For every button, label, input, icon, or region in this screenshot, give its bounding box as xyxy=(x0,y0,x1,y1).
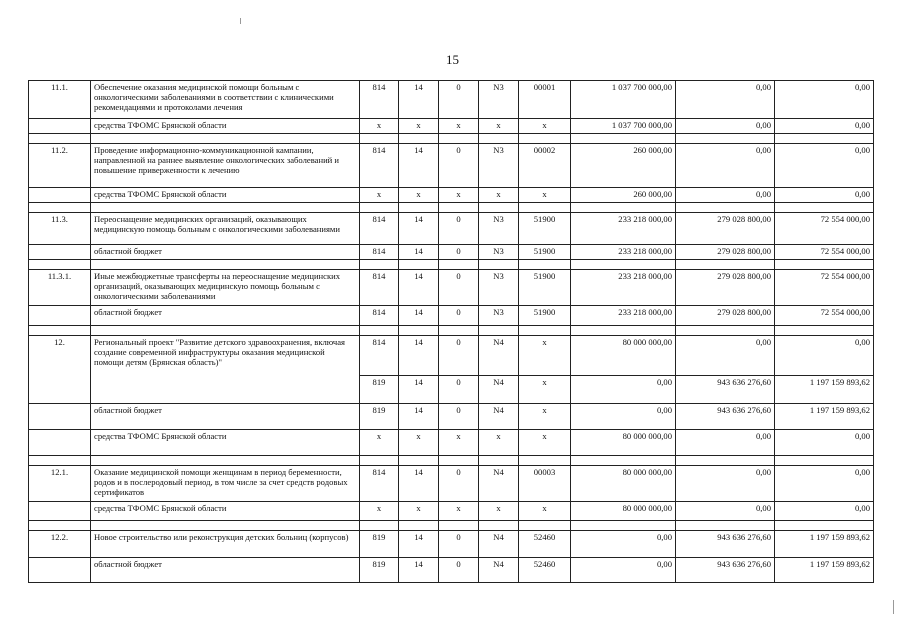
amount-1: 233 218 000,00 xyxy=(571,245,676,260)
code-3: 0 xyxy=(439,144,479,188)
amount-1: 0,00 xyxy=(571,404,676,430)
amount-1: 80 000 000,00 xyxy=(571,466,676,502)
code-1: 819 xyxy=(360,376,399,404)
amount-3: 0,00 xyxy=(775,144,874,188)
amount-2: 279 028 800,00 xyxy=(676,245,775,260)
table-row xyxy=(29,430,874,456)
amount-2: 0,00 xyxy=(676,81,775,119)
row-spacer xyxy=(29,203,874,213)
code-1: 814 xyxy=(360,213,399,245)
table-row xyxy=(29,502,874,521)
code-1: 814 xyxy=(360,336,399,376)
code-5: х xyxy=(519,119,571,134)
row-description: Иные межбюджетные трансферты на переоснащение медицинских организаций, оказывающих медицинскую помощь больным с онкологическими заболеваниями xyxy=(91,270,360,306)
code-5: 51900 xyxy=(519,245,571,260)
row-number xyxy=(29,245,91,260)
code-1: х xyxy=(360,119,399,134)
code-2: 14 xyxy=(399,270,439,306)
code-5: 00003 xyxy=(519,466,571,502)
code-4: х xyxy=(479,430,519,456)
amount-1: 0,00 xyxy=(571,558,676,583)
code-2: х xyxy=(399,188,439,203)
row-description: средства ТФОМС Брянской области xyxy=(91,188,360,203)
code-1: 814 xyxy=(360,81,399,119)
amount-2: 943 636 276,60 xyxy=(676,404,775,430)
amount-3: 72 554 000,00 xyxy=(775,270,874,306)
code-3: 0 xyxy=(439,466,479,502)
code-4: N3 xyxy=(479,144,519,188)
row-number: 11.2. xyxy=(29,144,91,188)
row-number: 11.1. xyxy=(29,81,91,119)
row-description: Новое строительство или реконструкция детских больниц (корпусов) xyxy=(91,531,360,558)
budget-table xyxy=(28,80,874,583)
row-description: областной бюджет xyxy=(91,558,360,583)
row-description: областной бюджет xyxy=(91,245,360,260)
table-row xyxy=(29,270,874,306)
code-4: N4 xyxy=(479,336,519,376)
amount-2: 943 636 276,60 xyxy=(676,376,775,404)
code-3: 0 xyxy=(439,376,479,404)
code-4: х xyxy=(479,119,519,134)
code-4: х xyxy=(479,188,519,203)
amount-1: 80 000 000,00 xyxy=(571,502,676,521)
code-3: 0 xyxy=(439,306,479,326)
code-1: 814 xyxy=(360,306,399,326)
row-spacer xyxy=(29,456,874,466)
code-3: 0 xyxy=(439,404,479,430)
scan-mark xyxy=(240,18,241,24)
amount-2: 0,00 xyxy=(676,188,775,203)
amount-3: 0,00 xyxy=(775,502,874,521)
row-description: областной бюджет xyxy=(91,404,360,430)
code-3: х xyxy=(439,188,479,203)
code-2: 14 xyxy=(399,81,439,119)
code-1: 814 xyxy=(360,245,399,260)
table-row xyxy=(29,531,874,558)
row-description: Региональный проект "Развитие детского здравоохранения, включая создание современной инфраструктуры оказания медицинской помощи детям (Брянская область)" xyxy=(91,336,360,404)
amount-3: 0,00 xyxy=(775,466,874,502)
row-description: Обеспечение оказания медицинской помощи больным с онкологическими заболеваниями в соответствии с клиническими рекомендациями и протоколами лечения xyxy=(91,81,360,119)
amount-2: 943 636 276,60 xyxy=(676,558,775,583)
code-1: 819 xyxy=(360,531,399,558)
code-1: х xyxy=(360,430,399,456)
amount-1: 0,00 xyxy=(571,376,676,404)
code-2: 14 xyxy=(399,404,439,430)
code-5: 00001 xyxy=(519,81,571,119)
amount-1: 80 000 000,00 xyxy=(571,336,676,376)
code-2: 14 xyxy=(399,306,439,326)
code-2: 14 xyxy=(399,531,439,558)
amount-2: 943 636 276,60 xyxy=(676,531,775,558)
row-spacer xyxy=(29,326,874,336)
amount-3: 0,00 xyxy=(775,81,874,119)
amount-1: 1 037 700 000,00 xyxy=(571,81,676,119)
row-description: Оказание медицинской помощи женщинам в период беременности, родов и в послеродовый период, в том числе за счет средств родовых сертификатов xyxy=(91,466,360,502)
amount-2: 0,00 xyxy=(676,430,775,456)
page-number: 15 xyxy=(446,52,459,67)
row-description: средства ТФОМС Брянской области xyxy=(91,430,360,456)
amount-2: 0,00 xyxy=(676,502,775,521)
code-2: х xyxy=(399,430,439,456)
row-description: Проведение информационно-коммуникационной кампании, направленной на раннее выявление онкологических заболеваний и повышение приверженности к лечению xyxy=(91,144,360,188)
amount-1: 233 218 000,00 xyxy=(571,270,676,306)
table-row xyxy=(29,245,874,260)
code-1: х xyxy=(360,502,399,521)
amount-1: 1 037 700 000,00 xyxy=(571,119,676,134)
row-number: 11.3. xyxy=(29,213,91,245)
code-1: 814 xyxy=(360,144,399,188)
code-5: х xyxy=(519,502,571,521)
code-4: N3 xyxy=(479,245,519,260)
code-4: N4 xyxy=(479,376,519,404)
row-description: средства ТФОМС Брянской области xyxy=(91,502,360,521)
row-number xyxy=(29,558,91,583)
code-3: 0 xyxy=(439,270,479,306)
code-1: 814 xyxy=(360,270,399,306)
table-row xyxy=(29,306,874,326)
amount-2: 279 028 800,00 xyxy=(676,270,775,306)
amount-1: 233 218 000,00 xyxy=(571,306,676,326)
code-5: х xyxy=(519,404,571,430)
amount-3: 1 197 159 893,62 xyxy=(775,376,874,404)
row-number xyxy=(29,430,91,456)
code-5: 51900 xyxy=(519,306,571,326)
amount-2: 0,00 xyxy=(676,336,775,376)
code-2: х xyxy=(399,502,439,521)
code-2: 14 xyxy=(399,376,439,404)
code-5: 52460 xyxy=(519,558,571,583)
code-4: N3 xyxy=(479,81,519,119)
amount-3: 1 197 159 893,62 xyxy=(775,531,874,558)
table-row xyxy=(29,213,874,245)
table-row xyxy=(29,144,874,188)
code-3: 0 xyxy=(439,558,479,583)
code-5: 52460 xyxy=(519,531,571,558)
code-5: х xyxy=(519,336,571,376)
table-row xyxy=(29,81,874,119)
code-4: N3 xyxy=(479,213,519,245)
amount-2: 0,00 xyxy=(676,144,775,188)
code-5: 51900 xyxy=(519,270,571,306)
code-4: N4 xyxy=(479,558,519,583)
amount-3: 72 554 000,00 xyxy=(775,213,874,245)
row-number xyxy=(29,119,91,134)
amount-1: 0,00 xyxy=(571,531,676,558)
amount-2: 279 028 800,00 xyxy=(676,213,775,245)
code-4: N4 xyxy=(479,404,519,430)
code-3: х xyxy=(439,430,479,456)
amount-3: 72 554 000,00 xyxy=(775,245,874,260)
amount-1: 260 000,00 xyxy=(571,188,676,203)
code-3: 0 xyxy=(439,336,479,376)
row-number xyxy=(29,404,91,430)
code-5: 00002 xyxy=(519,144,571,188)
row-number xyxy=(29,306,91,326)
code-2: 14 xyxy=(399,213,439,245)
amount-3: 72 554 000,00 xyxy=(775,306,874,326)
amount-3: 0,00 xyxy=(775,336,874,376)
code-1: х xyxy=(360,188,399,203)
row-spacer xyxy=(29,134,874,144)
amount-3: 0,00 xyxy=(775,188,874,203)
row-spacer xyxy=(29,260,874,270)
code-3: х xyxy=(439,119,479,134)
amount-3: 1 197 159 893,62 xyxy=(775,558,874,583)
row-number: 12. xyxy=(29,336,91,404)
code-2: 14 xyxy=(399,558,439,583)
table-row xyxy=(29,336,874,376)
scan-mark xyxy=(893,600,894,614)
code-2: 14 xyxy=(399,245,439,260)
table-row xyxy=(29,119,874,134)
amount-3: 0,00 xyxy=(775,430,874,456)
table-row xyxy=(29,404,874,430)
code-3: х xyxy=(439,502,479,521)
row-spacer xyxy=(29,521,874,531)
code-2: 14 xyxy=(399,466,439,502)
amount-3: 0,00 xyxy=(775,119,874,134)
code-2: х xyxy=(399,119,439,134)
code-1: 819 xyxy=(360,558,399,583)
amount-1: 233 218 000,00 xyxy=(571,213,676,245)
code-4: N3 xyxy=(479,306,519,326)
row-description: областной бюджет xyxy=(91,306,360,326)
code-5: х xyxy=(519,188,571,203)
table-row xyxy=(29,188,874,203)
code-1: 819 xyxy=(360,404,399,430)
code-5: 51900 xyxy=(519,213,571,245)
amount-2: 0,00 xyxy=(676,119,775,134)
amount-3: 1 197 159 893,62 xyxy=(775,404,874,430)
code-5: х xyxy=(519,430,571,456)
code-4: N4 xyxy=(479,466,519,502)
amount-2: 0,00 xyxy=(676,466,775,502)
code-3: 0 xyxy=(439,531,479,558)
row-number xyxy=(29,188,91,203)
amount-1: 80 000 000,00 xyxy=(571,430,676,456)
code-3: 0 xyxy=(439,81,479,119)
code-1: 814 xyxy=(360,466,399,502)
code-4: х xyxy=(479,502,519,521)
amount-1: 260 000,00 xyxy=(571,144,676,188)
row-number: 12.1. xyxy=(29,466,91,502)
row-number: 12.2. xyxy=(29,531,91,558)
table-row xyxy=(29,466,874,502)
code-2: 14 xyxy=(399,144,439,188)
code-3: 0 xyxy=(439,245,479,260)
row-number: 11.3.1. xyxy=(29,270,91,306)
code-3: 0 xyxy=(439,213,479,245)
code-5: х xyxy=(519,376,571,404)
row-description: Переоснащение медицинских организаций, оказывающих медицинскую помощь больным с онкологическими заболеваниями xyxy=(91,213,360,245)
code-4: N4 xyxy=(479,531,519,558)
row-number xyxy=(29,502,91,521)
table-row xyxy=(29,558,874,583)
amount-2: 279 028 800,00 xyxy=(676,306,775,326)
code-2: 14 xyxy=(399,336,439,376)
code-4: N3 xyxy=(479,270,519,306)
row-description: средства ТФОМС Брянской области xyxy=(91,119,360,134)
